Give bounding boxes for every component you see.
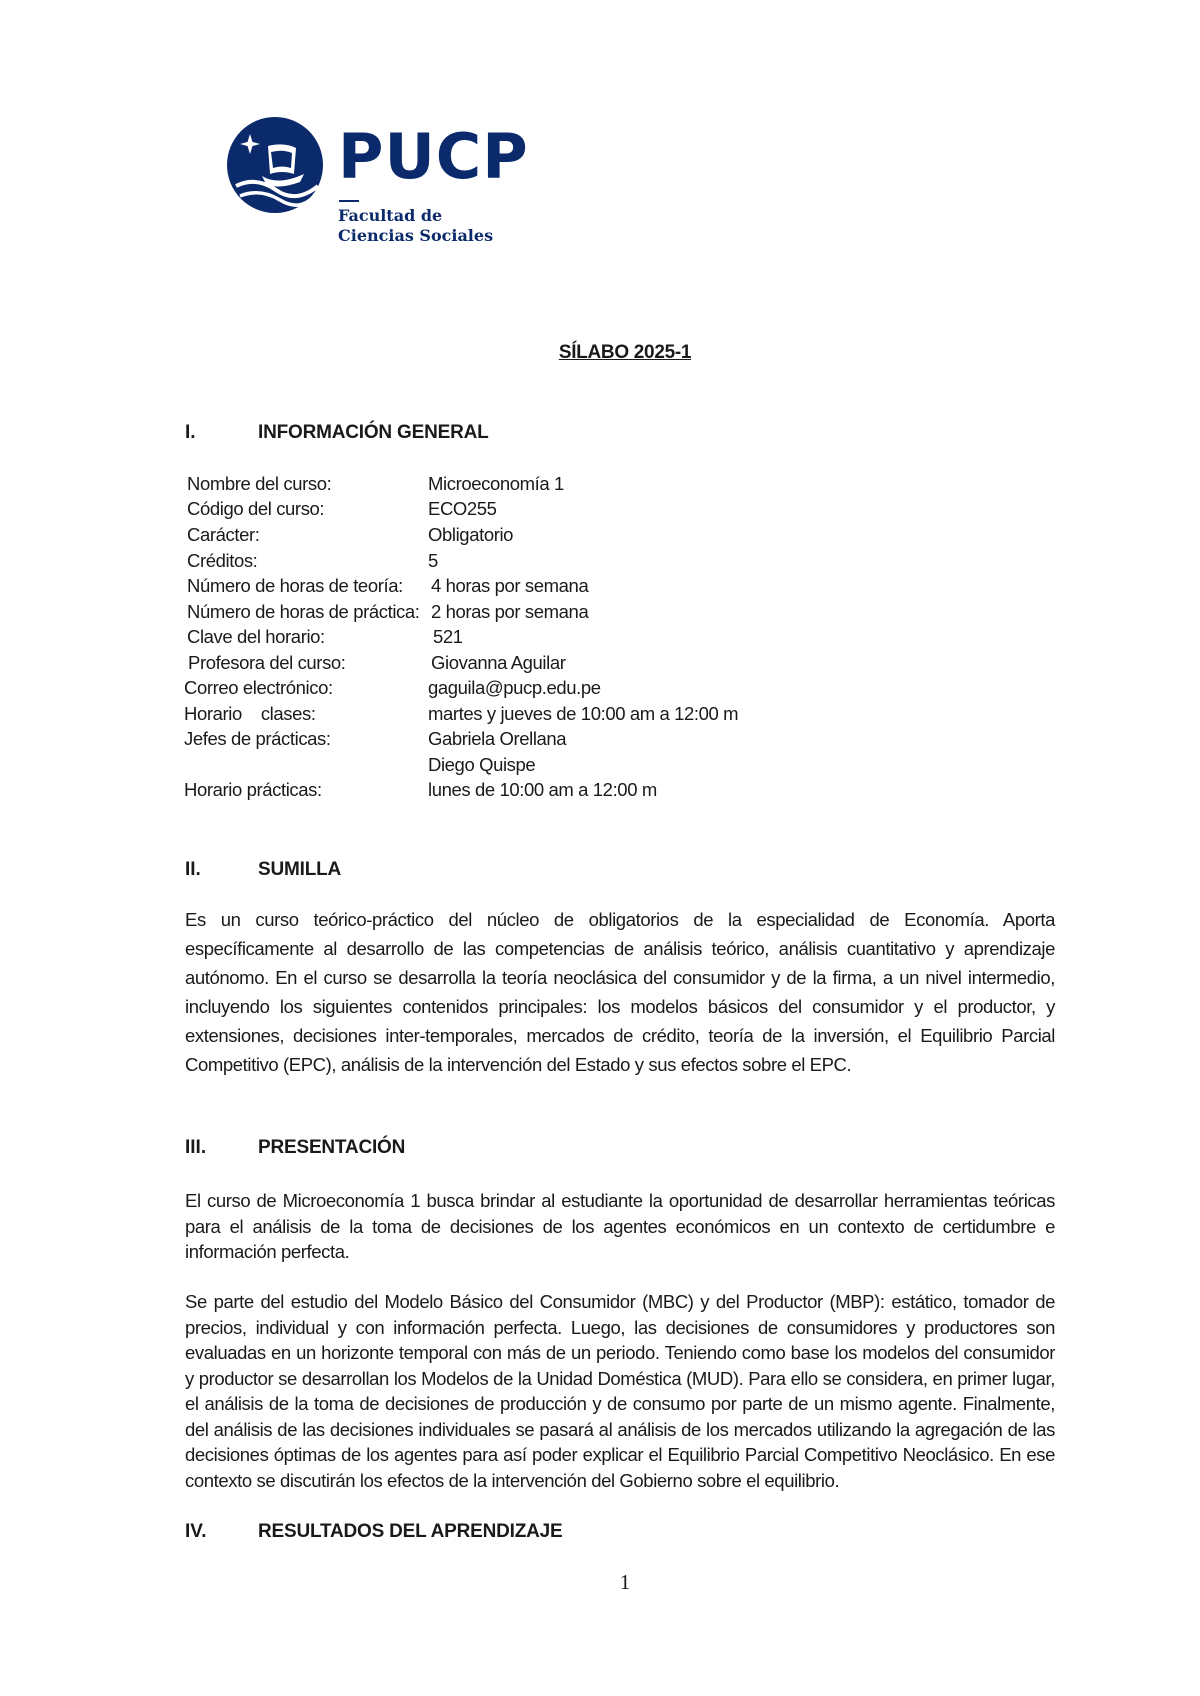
info-value: Giovanna Aguilar: [431, 652, 566, 673]
section-2-number: II.: [185, 859, 201, 880]
info-value: 521: [433, 626, 463, 647]
info-value: 2 horas por semana: [431, 601, 589, 622]
info-value: 4 horas por semana: [431, 575, 589, 596]
info-label: Créditos:: [187, 550, 258, 571]
info-label: Código del curso:: [187, 498, 325, 519]
logo-divider: [339, 200, 359, 202]
presentacion-paragraph-1: El curso de Microeconomía 1 busca brindar al estudiante la oportunidad de desarrollar herramientas teóricas para el análisis de la toma de decisiones de los agentes económicos en un contexto de certidumbre e información perfecta.: [185, 1190, 1055, 1262]
info-value: lunes de 10:00 am a 12:00 m: [428, 779, 657, 800]
info-label: Horario prácticas:: [184, 779, 322, 800]
sumilla-paragraph: Es un curso teórico-práctico del núcleo de obligatorios de la especialidad de Economía. Aporta específicamente al desarrollo de las competencias de análisis teórico, análisis cuantitativo y aprendizaje autónomo. En el curso se desarrolla la teoría neoclásica del consumidor y de la firma, a un nivel intermedio, incluyendo los siguientes contenidos principales: los modelos básicos del consumidor y el productor, y extensiones, decisiones inter-temporales, mercados de crédito, teoría de la inversión, el Equilibrio Parcial Competitivo (EPC), análisis de la intervención del Estado y sus efectos sobre el EPC.: [185, 909, 1055, 1075]
info-value: Microeconomía 1: [428, 473, 564, 494]
logo-wordmark: PUCP: [338, 120, 529, 193]
info-label: Profesora del curso:: [188, 652, 346, 673]
info-label: Horario clases:: [184, 703, 316, 724]
section-3-number: III.: [185, 1137, 207, 1158]
presentacion-paragraph-2: Se parte del estudio del Modelo Básico del Consumidor (MBC) y del Productor (MBP): estático, tomador de precios, individual y con información perfecta. Luego, las decisiones de consumidores y productores son evaluadas en un horizonte temporal con más de un periodo. Teniendo como base los modelos del consumidor y productor se desarrollan los Modelos de la Unidad Doméstica (MUD). Para ello se considera, en primer lugar, el análisis de la toma de decisiones de producción y de consumo por parte de un mismo agente. Finalmente, del análisis de las decisiones individuales se pasará al análisis de los mercados utilizando la agregación de las decisiones óptimas de los agentes para así poder explicar el Equilibrio Parcial Competitivo Neoclásico. En ese contexto se discutirán los efectos de la intervención del Gobierno sobre el equilibrio.: [185, 1291, 1055, 1491]
info-label: Número de horas de práctica:: [187, 601, 420, 622]
logo-subtitle: [338, 206, 493, 246]
document-title: SÍLABO 2025-1: [558, 342, 692, 363]
info-value: ECO255: [428, 498, 497, 519]
section-1-number: I.: [185, 422, 196, 443]
info-value: martes y jueves de 10:00 am a 12:00 m: [428, 703, 739, 724]
info-value: Gabriela Orellana: [428, 728, 567, 749]
pucp-ship-emblem-icon: [226, 116, 324, 214]
info-value: Obligatorio: [428, 524, 514, 545]
info-value: Diego Quispe: [428, 754, 536, 775]
info-label: Número de horas de teoría:: [187, 575, 403, 596]
info-value: 5: [428, 550, 438, 571]
info-label: Nombre del curso:: [187, 473, 332, 494]
info-label: Carácter:: [187, 524, 260, 545]
pucp-logo: [226, 116, 529, 256]
logo-subtitle-line2: Ciencias Sociales: [338, 226, 494, 245]
section-4-title: RESULTADOS DEL APRENDIZAJE: [258, 1521, 563, 1542]
section-2-title: SUMILLA: [258, 859, 342, 880]
info-label: Jefes de prácticas:: [184, 728, 331, 749]
info-label: Clave del horario:: [187, 626, 325, 647]
section-4-number: IV.: [185, 1521, 207, 1542]
info-value: gaguila@pucp.edu.pe: [428, 677, 601, 698]
page-number: 1: [619, 1570, 631, 1594]
section-1-title: INFORMACIÓN GENERAL: [258, 422, 489, 443]
section-3-title: PRESENTACIÓN: [258, 1137, 406, 1158]
info-label: Correo electrónico:: [184, 677, 333, 698]
logo-subtitle-line1: Facultad de: [338, 206, 443, 225]
